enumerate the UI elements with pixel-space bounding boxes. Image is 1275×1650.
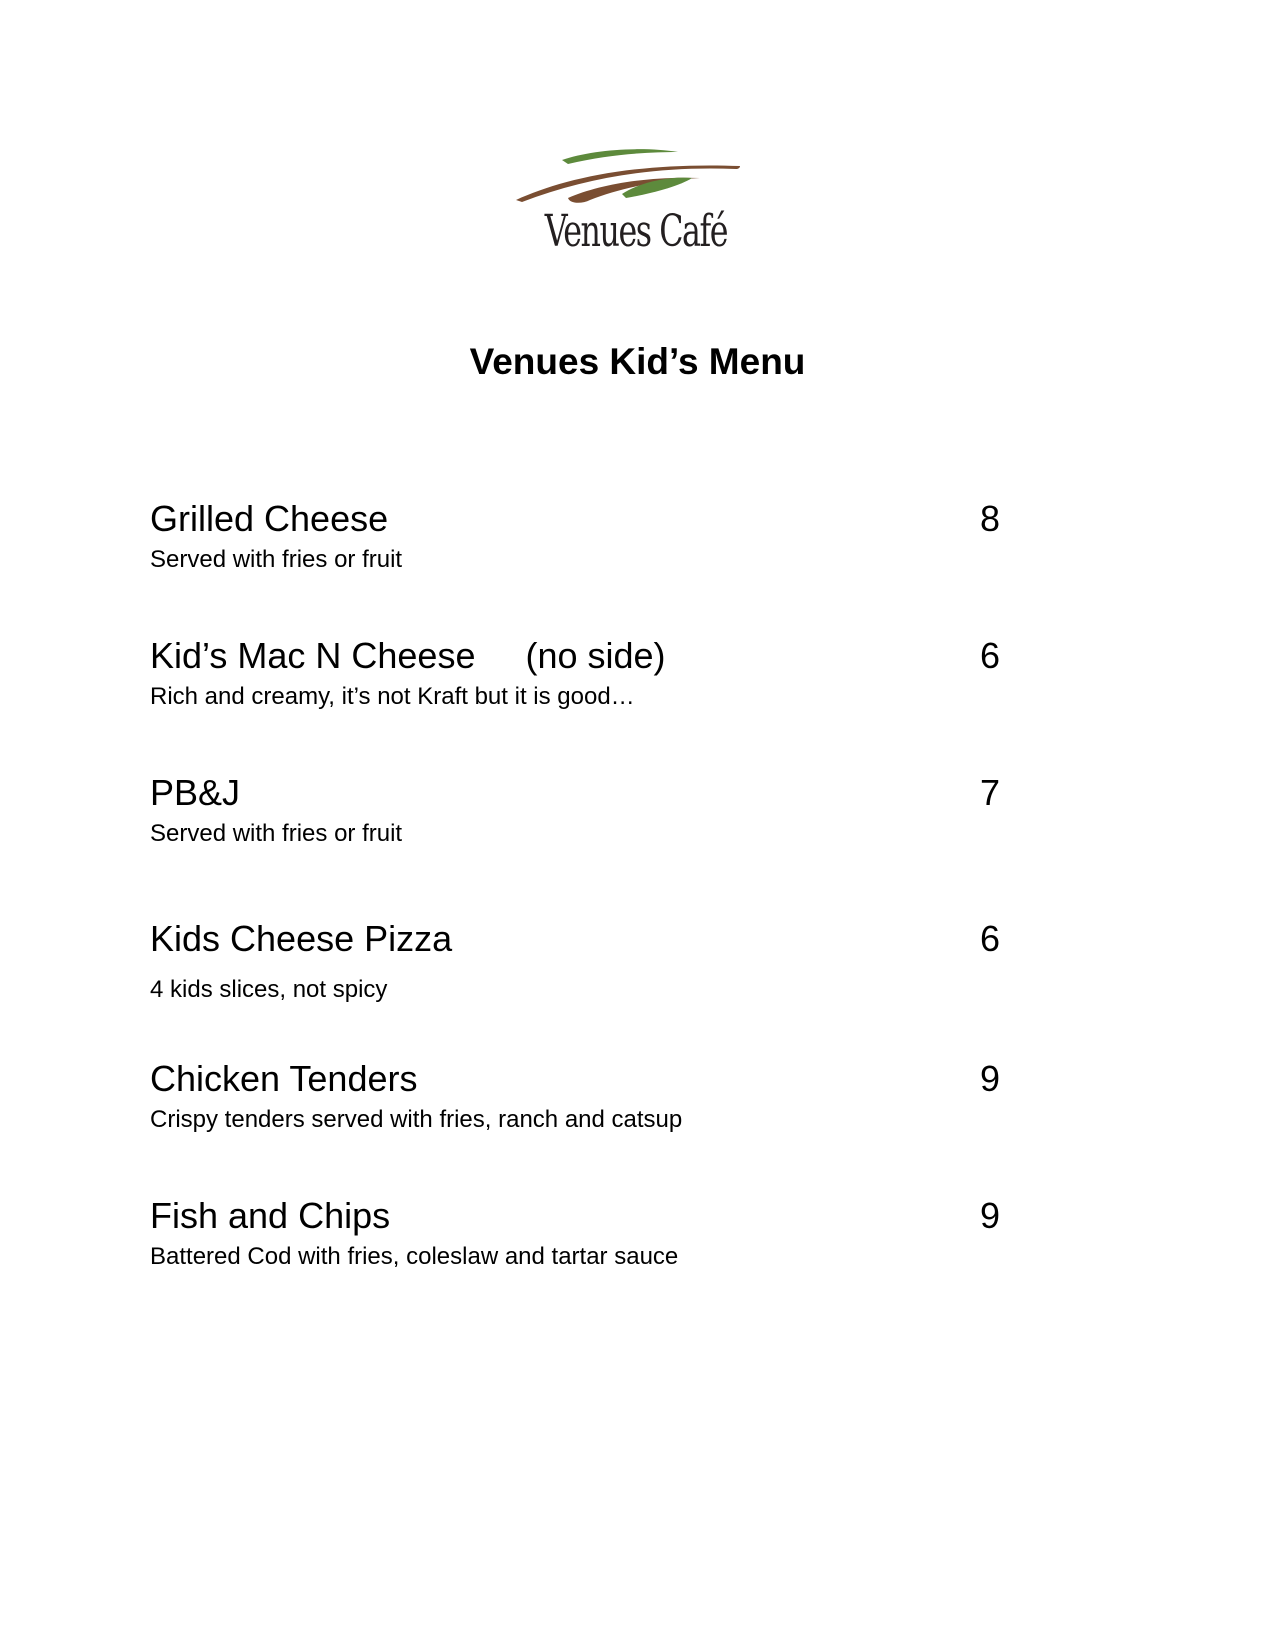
menu-item-description: Crispy tenders served with fries, ranch and catsup	[150, 1106, 683, 1133]
menu-item-description: Rich and creamy, it’s not Kraft but it is good…	[150, 683, 635, 710]
menu-item-description: Served with fries or fruit	[150, 820, 403, 847]
menu-item-name: Kid’s Mac N Cheese (no side)	[150, 635, 666, 676]
menu-item	[150, 917, 1000, 1017]
swoosh-logo-icon	[510, 142, 758, 212]
menu-item	[150, 771, 1000, 871]
menu-item	[150, 1194, 1000, 1294]
logo-wordmark: Venues Café	[544, 206, 728, 257]
menu-item-price: 6	[979, 635, 1000, 676]
menu-item-name: Kids Cheese Pizza	[150, 918, 453, 959]
menu-item-name: Chicken Tenders	[150, 1058, 418, 1099]
menu-item-description: Battered Cod with fries, coleslaw and tartar sauce	[150, 1243, 679, 1270]
menu-item-price: 9	[979, 1195, 1000, 1236]
cafe-logo	[510, 142, 758, 264]
menu-item-name: Fish and Chips	[150, 1195, 391, 1236]
menu-item	[150, 497, 1000, 597]
menu-item	[150, 634, 1000, 734]
menu-item-name: PB&J	[150, 772, 241, 813]
menu-item-price: 7	[979, 772, 1000, 813]
menu-item	[150, 1057, 1000, 1157]
page-title: Venues Kid’s Menu	[469, 341, 806, 382]
menu-item-description: Served with fries or fruit	[150, 546, 403, 573]
menu-item-name: Grilled Cheese	[150, 498, 389, 539]
menu-item-description: 4 kids slices, not spicy	[150, 976, 388, 1003]
menu-item-price: 9	[979, 1058, 1000, 1099]
menu-item-price: 6	[979, 918, 1000, 959]
menu-item-price: 8	[979, 498, 1000, 539]
